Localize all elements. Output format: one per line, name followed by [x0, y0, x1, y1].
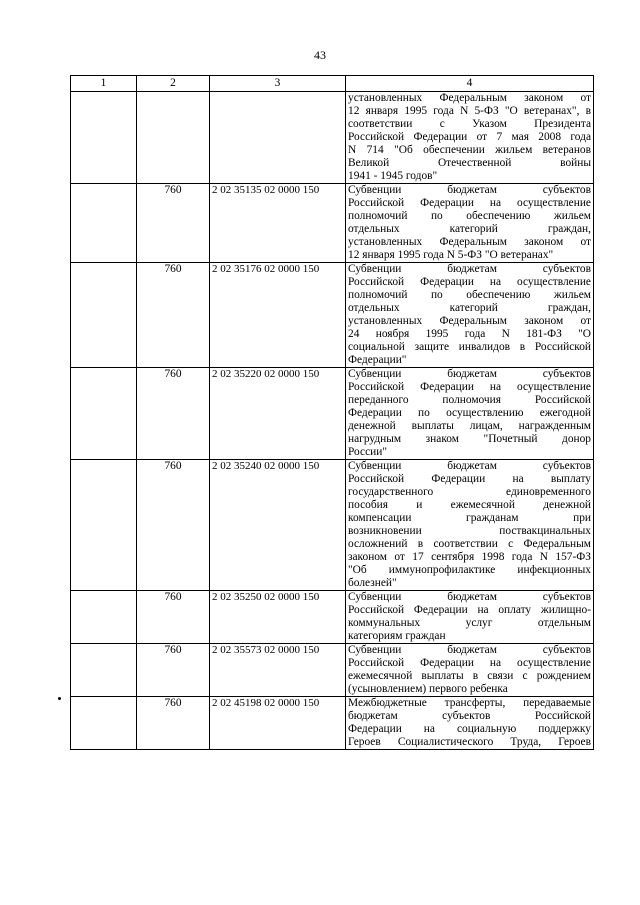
- description-line: Российской Федерации на оплату жилищно-: [348, 604, 591, 616]
- description-line: коммунальных услуг отдельным: [348, 617, 591, 629]
- description-cell: [346, 184, 594, 263]
- description-line: государственного единовременного: [348, 486, 591, 498]
- cell-col-1: [71, 368, 137, 460]
- column-header-2: 2: [137, 76, 210, 92]
- description-line: соответствии с Указом Президента: [348, 118, 591, 130]
- description-line: возникновении поствакцинальных: [348, 525, 591, 537]
- description-line: (усыновлением) первого ребенка: [348, 683, 508, 695]
- description-line: болезней": [348, 577, 397, 589]
- description-line: Федерации": [348, 354, 407, 366]
- cell-col-1: [71, 184, 137, 263]
- description-line: Субвенции бюджетам субъектов: [348, 368, 591, 380]
- admin-code-cell: 760: [137, 591, 210, 644]
- description-line: Субвенции бюджетам субъектов: [348, 263, 591, 275]
- revenue-code-cell: 2 02 35573 02 0000 150: [210, 644, 346, 697]
- description-line: категориям граждан: [348, 630, 446, 642]
- description-line: Героев Социалистического Труда, Героев: [348, 736, 591, 748]
- admin-code-cell: 760: [137, 184, 210, 263]
- admin-code-cell: 760: [137, 644, 210, 697]
- margin-mark: [58, 697, 61, 700]
- description-line: денежной выплаты лицам, награжденным: [348, 420, 591, 432]
- description-line: отдельных категорий граждан,: [348, 302, 591, 314]
- description-cell: [346, 591, 594, 644]
- description-line: Российской Федерации на осуществление: [348, 381, 591, 393]
- description-line: Субвенции бюджетам субъектов: [348, 460, 591, 472]
- description-line: 12 января 1995 года N 5-ФЗ "О ветеранах", в: [348, 105, 591, 117]
- description-line: пособия и ежемесячной денежной: [348, 499, 591, 511]
- description-line: Российской Федерации на осуществление: [348, 197, 591, 209]
- description-cell: [346, 460, 594, 591]
- table-row: [71, 460, 594, 591]
- description-line: 1941 - 1945 годов": [348, 170, 438, 182]
- revenue-code-cell: 2 02 35250 02 0000 150: [210, 591, 346, 644]
- revenue-code-cell: 2 02 35220 02 0000 150: [210, 368, 346, 460]
- description-line: нагрудным знаком "Почетный донор: [348, 433, 591, 445]
- description-line: Межбюджетные трансферты, передаваемые: [348, 697, 591, 709]
- description-line: N 714 "Об обеспечении жильем ветеранов: [348, 144, 591, 156]
- admin-code-cell: 760: [137, 368, 210, 460]
- cell-col-1: [71, 644, 137, 697]
- description-line: Великой Отечественной войны: [348, 157, 591, 169]
- description-line: отдельных категорий граждан,: [348, 223, 591, 235]
- page-number: 43: [314, 48, 326, 62]
- table-row: [71, 591, 594, 644]
- description-line: осложнений в соответствии с Федеральным: [348, 538, 591, 550]
- description-line: Российской Федерации от 7 мая 2008 года: [348, 131, 591, 143]
- description-line: Российской Федерации на осуществление: [348, 276, 591, 288]
- revenue-codes-table: [70, 75, 594, 750]
- description-line: полномочий по обеспечению жильем: [348, 289, 591, 301]
- description-line: Субвенции бюджетам субъектов: [348, 184, 591, 196]
- description-cell: [346, 92, 594, 184]
- description-line: установленных Федеральным законом от: [348, 315, 591, 327]
- description-line: России": [348, 446, 387, 458]
- description-cell: [346, 263, 594, 368]
- description-line: установленных Федеральным законом от: [348, 236, 591, 248]
- description-line: социальной защите инвалидов в Российской: [348, 341, 591, 353]
- cell-col-1: [71, 263, 137, 368]
- admin-code-cell: 760: [137, 460, 210, 591]
- cell-col-1: [71, 460, 137, 591]
- description-line: установленных Федеральным законом от: [348, 92, 591, 104]
- description-cell: [346, 697, 594, 750]
- description-line: 24 ноября 1995 года N 181-ФЗ "О: [348, 328, 591, 340]
- column-header-3: 3: [210, 76, 346, 92]
- admin-code-cell: 760: [137, 697, 210, 750]
- admin-code-cell: [137, 92, 210, 184]
- description-line: "Об иммунопрофилактике инфекционных: [348, 564, 591, 576]
- table-row: [71, 697, 594, 750]
- table-row: [71, 184, 594, 263]
- cell-col-1: [71, 92, 137, 184]
- description-line: бюджетам субъектов Российской: [348, 710, 591, 722]
- description-line: Российской Федерации на выплату: [348, 473, 591, 485]
- table-row: [71, 368, 594, 460]
- description-line: переданного полномочия Российской: [348, 394, 591, 406]
- cell-col-1: [71, 697, 137, 750]
- column-header-4: 4: [346, 76, 594, 92]
- revenue-code-cell: 2 02 35176 02 0000 150: [210, 263, 346, 368]
- admin-code-cell: 760: [137, 263, 210, 368]
- column-header-1: 1: [71, 76, 137, 92]
- table-row: [71, 92, 594, 184]
- description-line: компенсации гражданам при: [348, 512, 591, 524]
- description-line: полномочий по обеспечению жильем: [348, 210, 591, 222]
- description-line: Российской Федерации на осуществление: [348, 657, 591, 669]
- table-row: [71, 263, 594, 368]
- description-cell: [346, 368, 594, 460]
- cell-col-1: [71, 591, 137, 644]
- description-line: 12 января 1995 года N 5-ФЗ "О ветеранах": [348, 249, 554, 261]
- table-body: [71, 92, 594, 750]
- description-line: Федерации на социальную поддержку: [348, 723, 591, 735]
- description-line: Субвенции бюджетам субъектов: [348, 644, 591, 656]
- revenue-code-cell: 2 02 35240 02 0000 150: [210, 460, 346, 591]
- table-header-row: [71, 76, 594, 92]
- description-line: законом от 17 сентября 1998 года N 157-ФЗ: [348, 551, 591, 563]
- table-row: [71, 644, 594, 697]
- description-line: Федерации по осуществлению ежегодной: [348, 407, 591, 419]
- revenue-code-cell: 2 02 45198 02 0000 150: [210, 697, 346, 750]
- revenue-code-cell: 2 02 35135 02 0000 150: [210, 184, 346, 263]
- description-line: ежемесячной выплаты в связи с рождением: [348, 670, 591, 682]
- revenue-code-cell: [210, 92, 346, 184]
- description-cell: [346, 644, 594, 697]
- description-line: Субвенции бюджетам субъектов: [348, 591, 591, 603]
